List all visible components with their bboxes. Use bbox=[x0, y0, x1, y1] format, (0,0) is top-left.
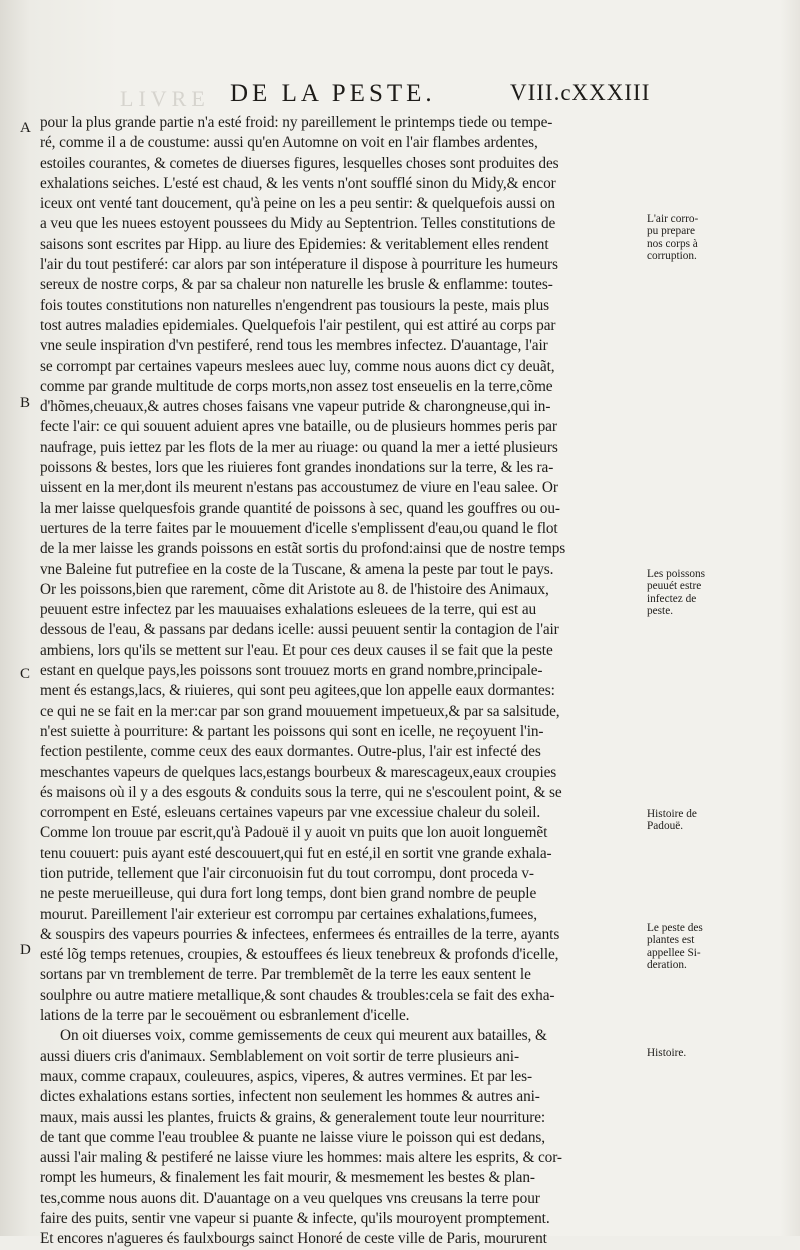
text-line: soulphre ou autre matiere metallique,& sont chaudes & troubles:cela se fait des exha- bbox=[40, 986, 555, 1004]
text-line: de tant que comme l'eau troublee & puante ne laisse viure le poisson qui est dedans, bbox=[40, 1128, 545, 1146]
text-line: peuuent estre infectez par les mauuaises exhalations esleuees de la terre, qui est au bbox=[40, 601, 537, 619]
text-line: tes,comme nous auons dit. D'auantage on a veu quelques vns creusans la terre pour bbox=[40, 1189, 540, 1207]
text-line: corrompent en Esté, esleuans certaines vapeurs par vne excessiue chaleur du soleil. bbox=[40, 804, 541, 822]
text-line: tenu couuert: puis ayant esté descouuert,qui fut en esté,il en sortit vne grande exhala- bbox=[40, 844, 552, 862]
text-line: dessous de l'eau, & passans par dedans icelle: aussi peuuent sentir la contagion de l'air bbox=[40, 621, 559, 639]
text-line: pour la plus grande partie n'a esté froid: ny pareillement le printemps tiede ou tempe- bbox=[40, 114, 553, 131]
text-line: uissent en la mer,dont ils meurent n'estans pas accoustumez de viure en l'eau salee. Or bbox=[40, 479, 558, 497]
text-line: n'est suiette à pourriture: & partant les poissons qui sont en icelle, ne reçoyuent l'in- bbox=[40, 722, 544, 740]
text-line: d'hõmes,cheuaux,& autres choses faisans vne vapeur putride & charongneuse,qui in- bbox=[40, 398, 551, 416]
text-line: mourut. Pareillement l'air exterieur est corrompu par certaines exhalations,fumees, bbox=[40, 905, 537, 923]
text-line: naufrage, puis iettez par les flots de la mer au riuage: ou quand la mer a ietté plusieurs bbox=[40, 438, 558, 456]
text-line: fois toutes constitutions non naturelles n'engendrent pas tousiours la peste, mais plus bbox=[40, 296, 549, 314]
margin-note-padoue bbox=[647, 808, 787, 833]
margin-note-line: appellee Si- bbox=[647, 946, 701, 959]
text-line: comme par grande multitude de corps morts,non assez tost enseuelis en la terre,cõme bbox=[40, 377, 553, 395]
text-line: de la mer laisse les grands poissons en estãt sortis du profond:ainsi que de nostre temps bbox=[40, 540, 566, 558]
text-line: sortans par vn tremblement de terre. Par tremblemẽt de la terre les eaux sentent le bbox=[40, 966, 531, 984]
text-line: tion putride, tellement que l'air circonuoisin fut du tout corrompu, dont proceda v- bbox=[40, 864, 534, 882]
margin-note-line: deration. bbox=[647, 959, 687, 972]
text-line: Or les poissons,bien que rarement, cõme dit Aristote au 8. de l'histoire des Animaux, bbox=[40, 580, 549, 598]
text-line: ne peste merueilleuse, qui dura fort long temps, dont bien grand nombre de peuple bbox=[40, 885, 537, 903]
margin-note-air bbox=[647, 213, 787, 263]
margin-note-line: peste. bbox=[647, 605, 674, 618]
text-line: ré, comme il a de coustume: aussi qu'en Automne on voit en l'air flambes ardentes, bbox=[40, 134, 538, 152]
text-line: rompt les humeurs, & finalement les fait mourir, & mesmement les bestes & plan- bbox=[40, 1169, 535, 1187]
text-line: exhalations seiches. L'esté est chaud, & les vents n'ont soufflé sinon du Midy,& encor bbox=[40, 174, 556, 192]
text-line: l'air du tout pestiferé: car alors par son intéperature il dispose à pourriture les humeurs bbox=[40, 256, 558, 274]
text-line: ce qui ne se fait en la mer:car par son grand mouuement impetueux,& par sa salsitude, bbox=[40, 702, 560, 720]
margin-note-line: plantes est bbox=[647, 934, 695, 947]
text-line: estoiles courantes, & cometes de diuerses figures, lesquelles choses sont produites des bbox=[40, 154, 559, 172]
text-line: maux, comme crapaux, couleuures, aspics, viperes, & autres vermines. Et par les- bbox=[40, 1067, 532, 1085]
text-line: saisons sont escrites par Hipp. au liure des Epidemies: & veritablement elles rendent bbox=[40, 235, 549, 253]
section-letter-c: C bbox=[20, 666, 31, 682]
text-line: uertures de la terre faites par le mouuement d'icelle s'emplissent d'eau,ou quand le flot bbox=[40, 519, 558, 537]
running-header bbox=[230, 80, 670, 110]
text-line: maux, mais aussi les plantes, fruicts & grains, & generalement toute leur nourriture: bbox=[40, 1108, 546, 1126]
margin-note-histoire bbox=[647, 1047, 787, 1059]
text-line: & souspirs des vapeurs pourries & infectees, enfermees és entrailles de la terre, ayants bbox=[40, 925, 560, 943]
text-line: estant en quelque pays,les poissons sont trouuez morts en grand nombre,principale- bbox=[40, 662, 543, 680]
text-line: se corrompt par certaines vapeurs meslees auec luy, comme nous auons dict cy deuãt, bbox=[40, 357, 555, 375]
text-line: fection pestilente, comme ceux des eaux dormantes. Outre-plus, l'air est infecté des bbox=[40, 743, 541, 761]
margin-note-line: Les poissons bbox=[647, 568, 706, 580]
text-line: a veu que les nuees estoyent poussees du Midy au Septentrion. Telles constitutions de bbox=[40, 215, 556, 233]
margin-note-line: Le peste des bbox=[647, 922, 703, 934]
text-line: Et encores n'agueres és faulxbourgs sainct Honoré de ceste ville de Paris, moururent bbox=[40, 1230, 547, 1248]
margin-note-line: nos corps à bbox=[647, 237, 698, 250]
body-text bbox=[40, 113, 644, 1250]
text-line: aussi diuers cris d'animaux. Semblablement on voit sortir de terre plusieurs ani- bbox=[40, 1047, 519, 1065]
bleed-through-margin bbox=[645, 183, 795, 194]
text-line: vne seule inspiration d'vn pestiferé, rend tous les membres infectez. D'auantage, l'air bbox=[40, 337, 548, 355]
text-line: aussi l'air maling & pestiferé ne laisse viure les hommes: mais altere les esprits, & cor- bbox=[40, 1149, 562, 1167]
text-line: On oit diuerses voix, comme gemissements de ceux qui meurent aux batailles, & bbox=[60, 1027, 547, 1045]
text-line: la mer laisse quelquesfois grande quantité de poissons à sec, quand les gouffres ou ou- bbox=[40, 499, 560, 517]
margin-note-plantes bbox=[647, 922, 787, 972]
margin-note-line: L'air corro- bbox=[647, 213, 699, 225]
text-line: dictes exhalations estans sorties, infectent non seulement les hommes & autres ani- bbox=[40, 1088, 540, 1106]
margin-note-poissons bbox=[647, 568, 787, 618]
section-letter-b: B bbox=[20, 395, 31, 411]
text-line: meschantes vapeurs de quelques lacs,estangs bourbeux & marescageux,eaux croupies bbox=[40, 763, 557, 781]
margin-note-line: peuuét estre bbox=[647, 580, 702, 593]
text-line: ment és estangs,lacs, & riuieres, qui sont peu agitees,que lon appelle eaux dormantes: bbox=[40, 682, 555, 700]
text-line: fecte l'air: ce qui souuent aduient apres vne bataille, ou de plusieurs hommes peris par bbox=[40, 418, 557, 436]
text-line: lations de la terre par le secouëment ou esbranlement d'icelle. bbox=[40, 1007, 410, 1025]
text-line: faire des puits, sentir vne vapeur si puante & infecte, qu'ils mouroyent promptement. bbox=[40, 1210, 550, 1228]
header-title: DE LA PESTE. bbox=[230, 80, 436, 107]
text-line: poissons & bestes, lors que les riuieres font grandes inondations sur la terre, & les ra- bbox=[40, 459, 554, 477]
text-line: vne Baleine fut putrefiee en la coste de la Tuscane, & amena la peste par tout le pays. bbox=[40, 560, 554, 578]
text-line: esté lõg temps retenues, croupies, & estouffees és lieux tenebreux & profonds d'icelle, bbox=[40, 946, 559, 964]
section-letter-d: D bbox=[20, 942, 31, 958]
section-letter-a: A bbox=[20, 120, 31, 136]
text-line: és maisons où il y a des esgouts & conduits sous la terre, qui ne s'escoulent point, & se bbox=[40, 783, 562, 801]
text-line: Comme lon trouue par escrit,qu'à Padouë il y auoit vn puits que lon auoit longuemẽt bbox=[40, 824, 548, 842]
margin-note-line: Padouë. bbox=[647, 820, 684, 833]
margin-note-line: corruption. bbox=[647, 250, 697, 263]
folio-number: VIII.cXXXIII bbox=[510, 80, 651, 105]
text-line: ambiens, lors qu'ils se mettent sur l'eau. Et pour ces deux causes il se fait que la peste bbox=[40, 641, 553, 659]
text-line: tost autres maladies epidemiales. Quelquefois l'air pestilent, qui est attiré au corps par bbox=[40, 316, 556, 334]
bleed-through-header: LIVRE bbox=[120, 86, 210, 111]
text-line: iceux ont venté tant doucement, qu'à peine on les a peu sentir: & quelquefois aussi on bbox=[40, 195, 555, 213]
text-line: sereux de nostre corps, & par sa chaleur non naturelle les brusle & enflamme: toutes- bbox=[40, 276, 553, 294]
margin-note-line: pu prepare bbox=[647, 225, 695, 238]
margin-note-line: Histoire de bbox=[647, 808, 697, 820]
margin-note-line: Histoire. bbox=[647, 1047, 687, 1059]
margin-note-line: infectez de bbox=[647, 592, 697, 605]
